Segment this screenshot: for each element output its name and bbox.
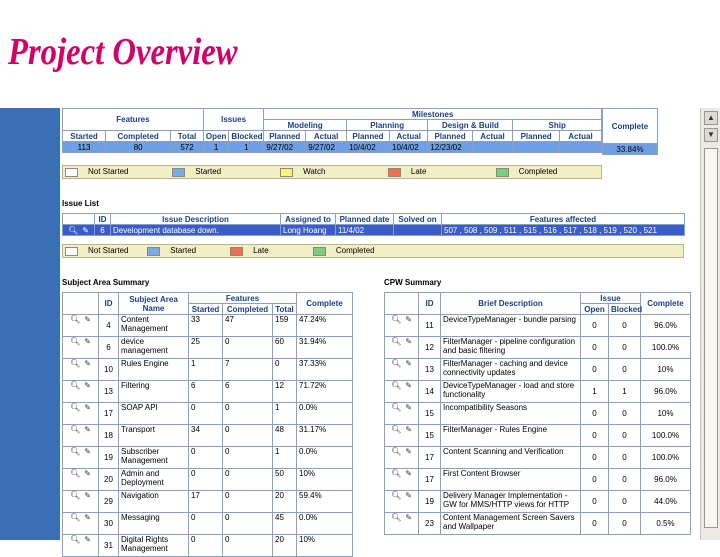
swatch-not-started bbox=[65, 247, 78, 256]
cpw-description[interactable]: FilterManager - caching and device connectivity updates bbox=[441, 359, 581, 381]
cpw-open: 0 bbox=[581, 469, 609, 491]
edit-icon[interactable]: ✎ bbox=[84, 337, 91, 346]
sa-id: 6 bbox=[99, 337, 119, 359]
row-actions bbox=[63, 381, 99, 403]
row-actions bbox=[385, 469, 419, 491]
overview-complete-column bbox=[602, 108, 658, 155]
edit-icon[interactable]: ✎ bbox=[84, 447, 91, 456]
sa-completed: 6 bbox=[223, 381, 273, 403]
search-icon[interactable]: 🔍︎ bbox=[70, 447, 81, 456]
row-actions bbox=[385, 425, 419, 447]
search-icon[interactable]: 🔍︎ bbox=[391, 491, 402, 500]
subheader: Actual bbox=[306, 131, 347, 142]
cpw-complete: 0.5% bbox=[641, 513, 691, 535]
value-blocked: 1 bbox=[229, 142, 264, 153]
cpw-open: 0 bbox=[581, 315, 609, 337]
row-actions bbox=[385, 513, 419, 535]
row-actions bbox=[385, 337, 419, 359]
row-actions bbox=[63, 447, 99, 469]
sa-completed: 0 bbox=[223, 337, 273, 359]
sa-started: 0 bbox=[189, 535, 223, 557]
cpw-row[interactable] bbox=[385, 403, 691, 425]
sa-completed: 0 bbox=[223, 469, 273, 491]
vertical-scrollbar[interactable] bbox=[700, 108, 720, 540]
subject-area-row[interactable] bbox=[63, 491, 353, 513]
sa-complete: 59.4% bbox=[297, 491, 353, 513]
subject-area-row[interactable] bbox=[63, 469, 353, 491]
subheader: Planned bbox=[513, 131, 560, 142]
search-icon[interactable]: 🔍︎ bbox=[391, 403, 402, 412]
sa-header-complete: Complete bbox=[297, 293, 353, 315]
search-icon[interactable]: 🔍︎ bbox=[391, 381, 402, 390]
cpw-description[interactable]: Delivery Manager Implementation - GW for MMS/HTTP views for HTTP bbox=[441, 491, 581, 513]
cpw-description[interactable]: DeviceTypeManager - bundle parsing bbox=[441, 315, 581, 337]
sa-total: 159 bbox=[273, 315, 297, 337]
issue-header-solved: Solved on bbox=[394, 214, 442, 225]
sa-header-name: Subject Area Name bbox=[119, 293, 189, 315]
sa-complete: 31.17% bbox=[297, 425, 353, 447]
sa-started: 0 bbox=[189, 513, 223, 535]
subject-area-row[interactable] bbox=[63, 381, 353, 403]
sa-id: 18 bbox=[99, 425, 119, 447]
cpw-header-id: ID bbox=[419, 293, 441, 315]
cpw-header-complete: Complete bbox=[641, 293, 691, 315]
sa-name[interactable]: Subscriber Management bbox=[119, 447, 189, 469]
sa-total: 48 bbox=[273, 425, 297, 447]
cpw-row[interactable] bbox=[385, 469, 691, 491]
cpw-complete: 44.0% bbox=[641, 491, 691, 513]
edit-icon[interactable]: ✎ bbox=[84, 403, 91, 412]
cpw-complete: 10% bbox=[641, 403, 691, 425]
sa-complete: 0.0% bbox=[297, 513, 353, 535]
subheader: Actual bbox=[390, 131, 428, 142]
subheader: Open bbox=[203, 131, 229, 142]
row-actions bbox=[385, 403, 419, 425]
sa-started: 33 bbox=[189, 315, 223, 337]
sa-name[interactable]: device management bbox=[119, 337, 189, 359]
edit-icon[interactable]: ✎ bbox=[84, 315, 91, 324]
cpw-open: 0 bbox=[581, 513, 609, 535]
sa-started: 6 bbox=[189, 381, 223, 403]
cpw-open: 0 bbox=[581, 447, 609, 469]
slide-title: Project Overview bbox=[8, 31, 238, 73]
cpw-header-description: Brief Description bbox=[441, 293, 581, 315]
cpw-id: 19 bbox=[419, 491, 441, 513]
search-icon[interactable]: 🔍︎ bbox=[70, 359, 81, 368]
edit-icon[interactable]: ✎ bbox=[405, 381, 412, 390]
edit-icon[interactable]: ✎ bbox=[405, 337, 412, 346]
sa-complete: 0.0% bbox=[297, 403, 353, 425]
sa-completed: 47 bbox=[223, 315, 273, 337]
edit-icon[interactable]: ✎ bbox=[405, 491, 412, 500]
sa-started: 34 bbox=[189, 425, 223, 447]
sa-id: 19 bbox=[99, 447, 119, 469]
cpw-description[interactable]: FilterManager - pipeline configuration and basic filtering bbox=[441, 337, 581, 359]
subheader: Blocked bbox=[229, 131, 264, 142]
cpw-complete: 96.0% bbox=[641, 469, 691, 491]
edit-icon[interactable]: ✎ bbox=[405, 469, 412, 478]
cpw-complete: 96.0% bbox=[641, 381, 691, 403]
issue-features-affected[interactable]: 507 , 508 , 509 , 511 , 515 , 516 , 517 , 518 , 519 , 520 , 521 bbox=[442, 225, 685, 236]
search-icon[interactable]: 🔍︎ bbox=[70, 337, 81, 346]
cpw-blocked: 0 bbox=[609, 425, 641, 447]
swatch-watch bbox=[280, 168, 293, 177]
edit-icon[interactable]: ✎ bbox=[405, 403, 412, 412]
edit-icon[interactable]: ✎ bbox=[405, 513, 412, 522]
cpw-id: 23 bbox=[419, 513, 441, 535]
cpw-id: 12 bbox=[419, 337, 441, 359]
row-actions bbox=[385, 447, 419, 469]
cpw-row[interactable] bbox=[385, 513, 691, 535]
value-started: 113 bbox=[63, 142, 106, 153]
cpw-id: 13 bbox=[419, 359, 441, 381]
issue-legend-started: Started bbox=[145, 245, 228, 258]
issue-row[interactable] bbox=[63, 225, 685, 236]
issue-legend-completed: Completed bbox=[311, 245, 684, 258]
edit-icon[interactable]: ✎ bbox=[405, 359, 412, 368]
sa-completed: 0 bbox=[223, 491, 273, 513]
edit-icon[interactable]: ✎ bbox=[82, 225, 89, 235]
sa-started: 1 bbox=[189, 359, 223, 381]
legend-not-started: Not Started bbox=[63, 166, 171, 179]
value-total: 572 bbox=[171, 142, 204, 153]
row-actions bbox=[63, 315, 99, 337]
issue-list-table bbox=[62, 213, 685, 236]
cpw-blocked: 0 bbox=[609, 337, 641, 359]
row-actions bbox=[63, 491, 99, 513]
cpw-header-issue: Issue bbox=[581, 293, 641, 304]
sa-completed: 0 bbox=[223, 403, 273, 425]
issue-list-title: Issue List bbox=[62, 199, 99, 208]
sa-name[interactable]: Admin and Deployment bbox=[119, 469, 189, 491]
edit-icon[interactable]: ✎ bbox=[405, 315, 412, 324]
scroll-up-arrow-icon[interactable]: ▲ bbox=[704, 111, 718, 125]
subject-area-table bbox=[62, 292, 353, 557]
sa-completed: 0 bbox=[223, 447, 273, 469]
subject-area-row[interactable] bbox=[63, 535, 353, 557]
report-content bbox=[60, 108, 700, 553]
cpw-header-blocked: Blocked bbox=[609, 304, 641, 315]
cpw-open: 0 bbox=[581, 337, 609, 359]
edit-icon[interactable]: ✎ bbox=[84, 425, 91, 434]
cpw-row[interactable] bbox=[385, 425, 691, 447]
sa-id: 13 bbox=[99, 381, 119, 403]
search-icon[interactable]: 🔍︎ bbox=[70, 425, 81, 434]
sa-complete: 10% bbox=[297, 469, 353, 491]
row-actions bbox=[63, 403, 99, 425]
cpw-blocked: 0 bbox=[609, 359, 641, 381]
value-open: 1 bbox=[203, 142, 229, 153]
search-icon[interactable]: 🔍︎ bbox=[391, 359, 402, 368]
subject-area-row[interactable] bbox=[63, 425, 353, 447]
overview-table bbox=[62, 108, 602, 153]
issue-solved bbox=[394, 225, 442, 236]
sa-name[interactable]: Rules Engine bbox=[119, 359, 189, 381]
sa-header-started: Started bbox=[189, 304, 223, 315]
cpw-open: 0 bbox=[581, 403, 609, 425]
row-actions bbox=[63, 359, 99, 381]
cpw-row[interactable] bbox=[385, 447, 691, 469]
edit-icon[interactable]: ✎ bbox=[84, 535, 91, 544]
search-icon[interactable]: 🔍︎ bbox=[70, 381, 81, 390]
sa-complete: 10% bbox=[297, 535, 353, 557]
sa-total: 20 bbox=[273, 491, 297, 513]
swatch-late bbox=[230, 247, 243, 256]
cpw-complete: 100.0% bbox=[641, 447, 691, 469]
cpw-description[interactable]: FilterManager - Rules Engine bbox=[441, 425, 581, 447]
row-actions bbox=[385, 491, 419, 513]
search-icon[interactable]: 🔍︎ bbox=[70, 315, 81, 324]
sa-id: 29 bbox=[99, 491, 119, 513]
issue-header-description: Issue Description bbox=[111, 214, 281, 225]
sa-complete: 31.94% bbox=[297, 337, 353, 359]
sa-total: 20 bbox=[273, 535, 297, 557]
issue-id: 6 bbox=[95, 225, 111, 236]
status-legend bbox=[62, 165, 602, 179]
legend-watch: Watch bbox=[278, 166, 386, 179]
scroll-down-arrow-icon[interactable]: ▼ bbox=[704, 128, 718, 142]
cpw-blocked: 0 bbox=[609, 447, 641, 469]
swatch-completed bbox=[496, 168, 509, 177]
header-complete: Complete bbox=[603, 109, 658, 144]
subheader: Total bbox=[171, 131, 204, 142]
subject-area-row[interactable] bbox=[63, 359, 353, 381]
cpw-complete: 96.0% bbox=[641, 315, 691, 337]
cpw-row[interactable] bbox=[385, 315, 691, 337]
cpw-open: 0 bbox=[581, 491, 609, 513]
sa-id: 17 bbox=[99, 403, 119, 425]
cpw-summary-title: CPW Summary bbox=[384, 278, 442, 287]
header-issues: Issues bbox=[203, 109, 264, 131]
subject-area-row[interactable] bbox=[63, 513, 353, 535]
sa-name[interactable]: Content Management bbox=[119, 315, 189, 337]
milestone-planning: Planning bbox=[346, 120, 427, 131]
cpw-description[interactable]: Content Scanning and Verification bbox=[441, 447, 581, 469]
cpw-header-open: Open bbox=[581, 304, 609, 315]
edit-icon[interactable]: ✎ bbox=[84, 381, 91, 390]
row-actions bbox=[385, 315, 419, 337]
sa-completed: 0 bbox=[223, 535, 273, 557]
subject-area-row[interactable] bbox=[63, 403, 353, 425]
row-actions bbox=[63, 469, 99, 491]
subheader: Actual bbox=[472, 131, 513, 142]
edit-icon[interactable]: ✎ bbox=[84, 469, 91, 478]
edit-icon[interactable]: ✎ bbox=[405, 425, 412, 434]
row-actions bbox=[385, 359, 419, 381]
cpw-row[interactable] bbox=[385, 337, 691, 359]
search-icon[interactable]: 🔍︎ bbox=[391, 447, 402, 456]
left-decorative-band bbox=[0, 108, 60, 540]
row-actions bbox=[63, 513, 99, 535]
cpw-id: 15 bbox=[419, 403, 441, 425]
edit-icon[interactable]: ✎ bbox=[405, 447, 412, 456]
overview-values-row bbox=[63, 142, 602, 153]
value-modeling-actual: 9/27/02 bbox=[306, 142, 347, 153]
subject-area-row[interactable] bbox=[63, 337, 353, 359]
milestone-design-build: Design & Build bbox=[428, 120, 513, 131]
sa-id: 31 bbox=[99, 535, 119, 557]
sa-completed: 0 bbox=[223, 425, 273, 447]
value-ship-planned bbox=[513, 142, 560, 153]
milestone-modeling: Modeling bbox=[264, 120, 347, 131]
swatch-completed bbox=[313, 247, 326, 256]
sa-total: 0 bbox=[273, 359, 297, 381]
sa-name[interactable]: Navigation bbox=[119, 491, 189, 513]
value-modeling-planned: 9/27/02 bbox=[264, 142, 306, 153]
sa-id: 30 bbox=[99, 513, 119, 535]
header-features: Features bbox=[63, 109, 204, 131]
sa-started: 17 bbox=[189, 491, 223, 513]
value-design-planned: 12/23/02 bbox=[428, 142, 472, 153]
sa-complete: 71.72% bbox=[297, 381, 353, 403]
row-actions bbox=[63, 535, 99, 557]
sa-name[interactable]: SOAP API bbox=[119, 403, 189, 425]
milestone-ship: Ship bbox=[513, 120, 602, 131]
sa-total: 12 bbox=[273, 381, 297, 403]
legend-started: Started bbox=[170, 166, 278, 179]
swatch-not-started bbox=[65, 168, 78, 177]
cpw-complete: 100.0% bbox=[641, 425, 691, 447]
search-icon[interactable]: 🔍︎ bbox=[70, 491, 81, 500]
legend-late: Late bbox=[386, 166, 494, 179]
search-icon[interactable]: 🔍︎ bbox=[391, 337, 402, 346]
search-icon[interactable]: 🔍︎ bbox=[391, 425, 402, 434]
cpw-id: 11 bbox=[419, 315, 441, 337]
issue-header-assigned: Assigned to bbox=[281, 214, 336, 225]
subheader: Planned bbox=[428, 131, 472, 142]
cpw-blocked: 0 bbox=[609, 469, 641, 491]
subheader: Completed bbox=[106, 131, 171, 142]
edit-icon[interactable]: ✎ bbox=[84, 359, 91, 368]
sa-complete: 47.24% bbox=[297, 315, 353, 337]
cpw-id: 14 bbox=[419, 381, 441, 403]
sa-started: 0 bbox=[189, 403, 223, 425]
sa-name[interactable]: Messaging bbox=[119, 513, 189, 535]
value-planning-actual: 10/4/02 bbox=[390, 142, 428, 153]
subject-area-title: Subject Area Summary bbox=[62, 278, 150, 287]
issue-legend-late: Late bbox=[228, 245, 311, 258]
sa-complete: 37.33% bbox=[297, 359, 353, 381]
value-planning-planned: 10/4/02 bbox=[346, 142, 389, 153]
sa-complete: 0.0% bbox=[297, 447, 353, 469]
issue-legend bbox=[62, 244, 684, 258]
issue-description: Development database down. bbox=[111, 225, 281, 236]
subheader: Planned bbox=[264, 131, 306, 142]
sa-id: 4 bbox=[99, 315, 119, 337]
cpw-blocked: 0 bbox=[609, 491, 641, 513]
sa-total: 60 bbox=[273, 337, 297, 359]
row-actions bbox=[63, 425, 99, 447]
swatch-started bbox=[172, 168, 185, 177]
cpw-blocked: 0 bbox=[609, 403, 641, 425]
cpw-blocked: 1 bbox=[609, 381, 641, 403]
search-icon[interactable]: 🔍︎ bbox=[70, 403, 81, 412]
sa-completed: 0 bbox=[223, 513, 273, 535]
subheader: Started bbox=[63, 131, 106, 142]
sa-header-id: ID bbox=[99, 293, 119, 315]
cpw-blocked: 0 bbox=[609, 513, 641, 535]
cpw-open: 0 bbox=[581, 359, 609, 381]
cpw-open: 0 bbox=[581, 425, 609, 447]
edit-icon[interactable]: ✎ bbox=[84, 513, 91, 522]
sa-started: 25 bbox=[189, 337, 223, 359]
legend-completed: Completed bbox=[494, 166, 602, 179]
cpw-row[interactable] bbox=[385, 491, 691, 513]
cpw-id: 15 bbox=[419, 425, 441, 447]
cpw-summary-table bbox=[384, 292, 691, 535]
issue-header-id: ID bbox=[95, 214, 111, 225]
sa-total: 1 bbox=[273, 447, 297, 469]
search-icon[interactable]: 🔍︎ bbox=[391, 469, 402, 478]
issue-assigned: Long Hoang bbox=[281, 225, 336, 236]
value-ship-actual bbox=[559, 142, 601, 153]
sa-total: 50 bbox=[273, 469, 297, 491]
sa-total: 1 bbox=[273, 403, 297, 425]
cpw-open: 1 bbox=[581, 381, 609, 403]
subheader: Actual bbox=[559, 131, 601, 142]
subject-area-row[interactable] bbox=[63, 447, 353, 469]
sa-name[interactable]: Digital Rights Management bbox=[119, 535, 189, 557]
cpw-description[interactable]: Incompatibility Seasons bbox=[441, 403, 581, 425]
search-icon[interactable]: 🔍︎ bbox=[391, 315, 402, 324]
cpw-description[interactable]: Content Management Screen Savers and Wallpaper bbox=[441, 513, 581, 535]
sa-total: 45 bbox=[273, 513, 297, 535]
issue-legend-not-started: Not Started bbox=[63, 245, 146, 258]
edit-icon[interactable]: ✎ bbox=[84, 491, 91, 500]
cpw-description[interactable]: DeviceTypeManager - load and store functionality bbox=[441, 381, 581, 403]
subject-area-row[interactable] bbox=[63, 315, 353, 337]
issue-header-features: Features affected bbox=[442, 214, 685, 225]
sa-name[interactable]: Transport bbox=[119, 425, 189, 447]
value-complete: 33.84% bbox=[603, 144, 658, 155]
cpw-row[interactable] bbox=[385, 359, 691, 381]
search-icon[interactable]: 🔍︎ bbox=[70, 469, 81, 478]
cpw-complete: 100.0% bbox=[641, 337, 691, 359]
sa-started: 0 bbox=[189, 447, 223, 469]
cpw-id: 17 bbox=[419, 447, 441, 469]
cpw-complete: 10% bbox=[641, 359, 691, 381]
swatch-late bbox=[388, 168, 401, 177]
value-design-actual bbox=[472, 142, 513, 153]
cpw-id: 17 bbox=[419, 469, 441, 491]
row-actions bbox=[385, 381, 419, 403]
header-milestones: Milestones bbox=[264, 109, 602, 120]
sa-name[interactable]: Filtering bbox=[119, 381, 189, 403]
issue-header-planned: Planned date bbox=[336, 214, 394, 225]
cpw-description[interactable]: First Content Browser bbox=[441, 469, 581, 491]
issue-planned: 11/4/02 bbox=[336, 225, 394, 236]
sa-id: 20 bbox=[99, 469, 119, 491]
scrollbar-thumb[interactable] bbox=[704, 148, 718, 528]
sa-id: 10 bbox=[99, 359, 119, 381]
value-completed: 80 bbox=[106, 142, 171, 153]
sa-header-completed: Completed bbox=[223, 304, 273, 315]
row-actions bbox=[63, 337, 99, 359]
cpw-blocked: 0 bbox=[609, 315, 641, 337]
search-icon[interactable]: 🔍︎ bbox=[70, 513, 81, 522]
sa-header-total: Total bbox=[273, 304, 297, 315]
sa-started: 0 bbox=[189, 469, 223, 491]
sa-header-features: Features bbox=[189, 293, 297, 304]
cpw-row[interactable] bbox=[385, 381, 691, 403]
search-icon[interactable]: 🔍︎ bbox=[70, 535, 81, 544]
search-icon[interactable]: 🔍︎ bbox=[68, 225, 79, 235]
swatch-started bbox=[147, 247, 160, 256]
sa-completed: 7 bbox=[223, 359, 273, 381]
search-icon[interactable]: 🔍︎ bbox=[391, 513, 402, 522]
subheader: Planned bbox=[346, 131, 389, 142]
